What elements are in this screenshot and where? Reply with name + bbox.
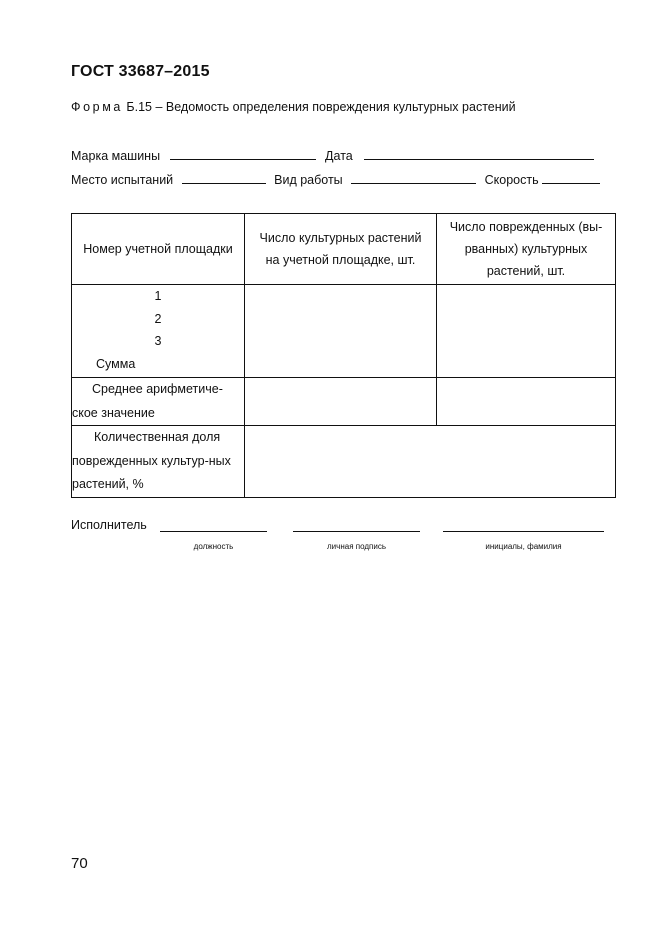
date-field[interactable] — [364, 147, 594, 160]
speed-field[interactable] — [542, 171, 600, 184]
test-site-label: Место испытаний — [71, 173, 174, 187]
date-label: Дата — [325, 149, 353, 163]
plot-numbers-cell — [72, 285, 245, 378]
plot-number: 2 — [154, 311, 162, 326]
damaged-count-cell[interactable] — [437, 285, 616, 378]
form-title-text: Б.15 – Ведомость определения повреждения культурных растений — [122, 100, 516, 114]
header-damaged-count: Число поврежденных (вы-рванных) культурных растений, шт. — [437, 214, 616, 285]
machine-label: Марка машины — [71, 149, 161, 163]
site-work-speed-row — [71, 171, 600, 187]
plot-number: 3 — [154, 334, 162, 348]
machine-field[interactable] — [170, 147, 316, 160]
sum-label: Сумма — [96, 356, 136, 371]
table-row-plots — [72, 285, 616, 378]
table-row-share — [72, 426, 616, 498]
position-caption: должность — [193, 542, 234, 551]
form-title — [71, 100, 516, 114]
average-damaged-count-cell[interactable] — [437, 378, 616, 426]
standard-number: ГОСТ 33687–2015 — [71, 63, 210, 80]
name-caption: инициалы, фамилия — [485, 542, 562, 551]
header-plant-count: Число культурных растений на учетной площадке, шт. — [245, 214, 437, 285]
table-header-row — [72, 214, 616, 285]
header-plot-number: Номер учетной площадки — [72, 214, 245, 285]
position-line[interactable] — [160, 531, 267, 532]
plant-count-cell[interactable] — [245, 285, 437, 378]
signature-caption: личная подпись — [327, 542, 386, 551]
form-word: Форма — [71, 100, 123, 114]
damage-table — [71, 213, 616, 498]
table-row-average — [72, 378, 616, 426]
share-value-cell[interactable] — [245, 426, 616, 498]
plot-number: 1 — [154, 289, 162, 303]
work-type-label: Вид работы — [274, 173, 343, 187]
page-number: 70 — [71, 855, 88, 872]
average-label: Среднее арифметиче-ское значение — [72, 378, 245, 426]
share-label: Количественная доля поврежденных культур-ных растений, % — [72, 426, 245, 498]
speed-label: Скорость — [484, 173, 539, 187]
machine-date-row — [71, 147, 594, 163]
test-site-field[interactable] — [182, 171, 266, 184]
signature-line[interactable] — [293, 531, 420, 532]
average-plant-count-cell[interactable] — [245, 378, 437, 426]
name-line[interactable] — [443, 531, 604, 532]
executor-label: Исполнитель — [71, 518, 147, 532]
work-type-field[interactable] — [351, 171, 476, 184]
